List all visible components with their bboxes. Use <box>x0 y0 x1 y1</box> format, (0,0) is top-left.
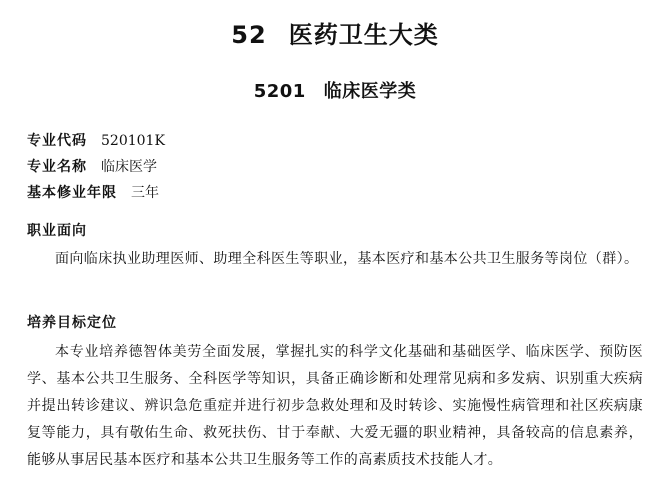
subcategory-code: 5201 <box>253 81 306 102</box>
major-code-label: 专业代码 <box>27 133 87 149</box>
major-name-value: 临床医学 <box>101 159 157 175</box>
subcategory-name: 临床医学类 <box>323 81 417 102</box>
goal-section-title: 培养目标定位 <box>27 315 117 331</box>
major-code-row <box>27 131 165 151</box>
major-code-value: 520101K <box>101 133 165 149</box>
goal-section-text: 本专业培养德智体美劳全面发展，掌握扎实的科学文化基础和基础医学、临床医学、预防医学、基本公共卫生服务、全科医学等知识，具备正确诊断和处理常见病和多发病、识别重大疾病并提出转诊建议、辨识急危重症并进行初步急救处理和及时转诊、实施慢性病管理和社区疾病康复等能力，具有敬佑生命、救死扶伤、甘于奉献、大爱无疆的职业精神，具备较高的信息素养，能够从事居民基本医疗和基本公共卫生服务等工作的高素质技术技能人才。 <box>27 344 643 468</box>
career-section-title: 职业面向 <box>27 223 87 239</box>
category-code: 52 <box>231 21 267 49</box>
career-section-text: 面向临床执业助理医师、助理全科医生等职业，基本医疗和基本公共卫生服务等岗位（群）。 <box>55 251 639 267</box>
subcategory-heading <box>0 80 670 104</box>
duration-value: 三年 <box>131 185 159 201</box>
major-name-row <box>27 157 157 177</box>
category-heading <box>0 20 670 50</box>
major-name-label: 专业名称 <box>27 159 87 175</box>
duration-label: 基本修业年限 <box>27 185 117 201</box>
category-name: 医药卫生大类 <box>288 21 439 49</box>
duration-row <box>27 183 159 203</box>
